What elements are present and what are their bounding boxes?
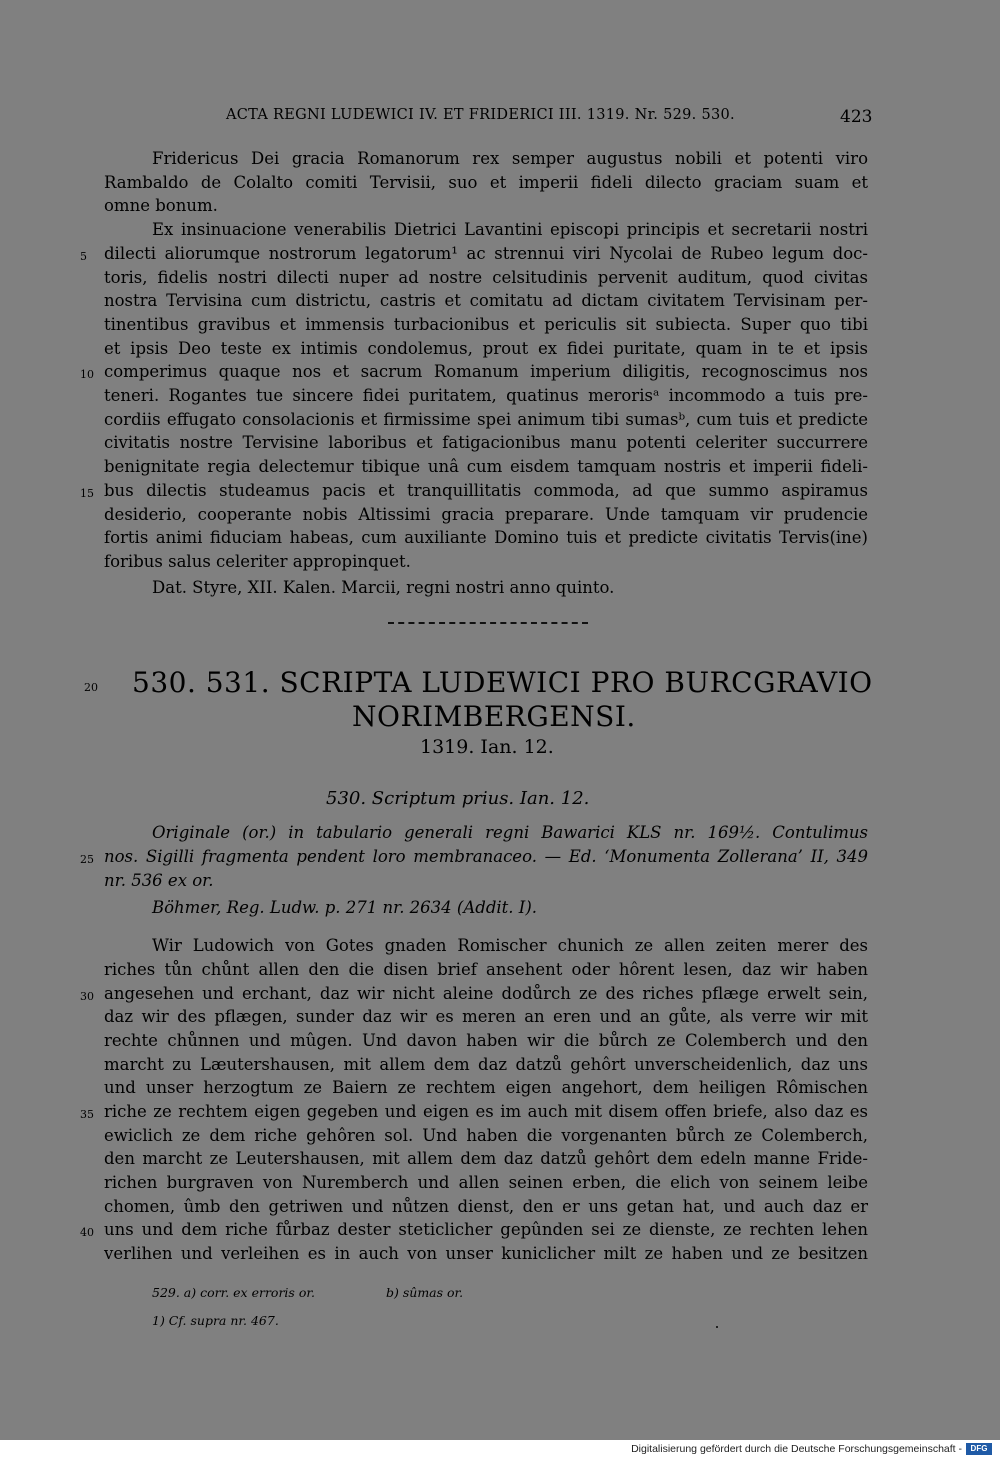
line-number: 40 (80, 1226, 94, 1239)
text-line: Fridericus Dei gracia Romanorum rex semper augustus nobili et potenti viro (152, 149, 868, 168)
funding-credit: Digitalisierung gefördert durch die Deutsche Forschungsgemeinschaft - (631, 1443, 962, 1455)
text-line: Ex insinuacione venerabilis Dietrici Lavantini episcopi principis et secretarii nostri (152, 220, 868, 239)
section-separator (388, 622, 588, 626)
running-head: ACTA REGNI LUDEWICI IV. ET FRIDERICI III. 1319. Nr. 529. 530. (226, 107, 735, 123)
text-line: foribus salus celeriter appropinquet. (104, 552, 411, 571)
text-line: uns und dem riche fůrbaz dester steticlicher gepûnden sei ze dienste, ze rechten lehen (104, 1220, 868, 1239)
line-number: 15 (80, 487, 94, 500)
section-title: 530. 531. SCRIPTA LUDEWICI PRO BURCGRAVIO (132, 666, 873, 699)
line-number: 35 (80, 1108, 94, 1121)
text-line: marcht zu Læutershausen, mit allem dem daz datzů gehôrt unverscheidenlich, daz uns (104, 1055, 868, 1074)
text-line: comperimus quaque nos et sacrum Romanum imperium diligitis, recognoscimus nos (104, 362, 868, 381)
source-line: nos. Sigilli fragmenta pendent loro membranaceo. — Ed. ‘Monumenta Zollerana’ II, 349 (104, 847, 868, 866)
text-line: fortis animi fiduciam habeas, cum auxiliante Domino tuis et predicte civitatis Tervis(ine) (104, 528, 868, 547)
section-date: 1319. Ian. 12. (420, 736, 554, 758)
text-line: riches tůn chůnt allen den die disen brief ansehent oder hôrent lesen, daz wir haben (104, 960, 868, 979)
line-number: 30 (80, 990, 94, 1003)
page-number: 423 (840, 107, 873, 127)
text-line: dilecti aliorumque nostrorum legatorum¹ ac strennui viri Nycolai de Rubeo legum doc- (104, 244, 868, 263)
text-line: rechte chůnnen und mûgen. Und davon haben wir die bůrch ze Colemberch und den (104, 1031, 868, 1050)
text-line: richen burgraven von Nuremberch und allen seinen erben, die elich von seinem leibe (104, 1173, 868, 1192)
text-line: ewiclich ze dem riche gehôren sol. Und haben die vorgenanten bůrch ze Colemberch, (104, 1126, 868, 1145)
source-line: nr. 536 ex or. (104, 871, 214, 890)
document-subheading: 530. Scriptum prius. Ian. 12. (326, 788, 590, 809)
line-number: 20 (84, 681, 98, 694)
text-line: den marcht ze Leutershausen, mit allem dem daz datzů gehôrt dem edeln manne Fride- (104, 1149, 868, 1168)
text-line: et ipsis Deo teste ex intimis condolemus, prout ex fidei puritate, quam in te et ipsis (104, 339, 868, 358)
footnote-1: 1) Cf. supra nr. 467. (152, 1313, 279, 1328)
text-line: daz wir des pflægen, sunder daz wir es meren an eren und an gůte, als verre wir mit (104, 1007, 868, 1026)
text-line: verlihen und verleihen es in auch von unser kuniclicher milt ze haben und ze besitzen (104, 1244, 868, 1263)
line-number: 10 (80, 368, 94, 381)
speck (716, 1326, 718, 1328)
regest-reference: Böhmer, Reg. Ludw. p. 271 nr. 2634 (Addit. I). (152, 898, 537, 917)
text-line: nostra Tervisina cum districtu, castris et comitatu ad dictam civitatem Tervisinam per- (104, 291, 868, 310)
text-line: omne bonum. (104, 196, 218, 215)
footer-bar (0, 1440, 1000, 1458)
line-number: 25 (80, 853, 94, 866)
dating-line: Dat. Styre, XII. Kalen. Marcii, regni nostri anno quinto. (152, 578, 615, 597)
text-line: desiderio, cooperante nobis Altissimi gracia preparare. Unde tamquam vir prudencie (104, 505, 868, 524)
text-line: teneri. Rogantes tue sincere fidei puritatem, quatinus merorisᵃ incommodo a tuis pre- (104, 386, 868, 405)
source-line: Originale (or.) in tabulario generali regni Bawarici KLS nr. 169½. Contulimus (152, 823, 868, 842)
line-number: 5 (80, 250, 87, 263)
text-line: cordiis effugato consolacionis et firmissime spei animum tibi sumasᵇ, cum tuis et predicte (104, 410, 868, 429)
text-line: bus dilectis studeamus pacis et tranquillitatis commoda, ad que summo aspiramus (104, 481, 868, 500)
text-line: civitatis nostre Tervisine laboribus et fatigacionibus manu potenti celeriter succurrere (104, 433, 868, 452)
text-line: tinentibus gravibus et immensis turbacionibus et periculis sit subiecta. Super quo tibi (104, 315, 868, 334)
footnote-a: 529. a) corr. ex erroris or. (152, 1285, 315, 1300)
text-line: benignitate regia delectemur tibique unâ cum eisdem tamquam nostris et imperii fideli- (104, 457, 868, 476)
text-line: Rambaldo de Colalto comiti Tervisii, suo et imperii fideli dilecto graciam suam et (104, 173, 868, 192)
dfg-logo: DFG (966, 1443, 992, 1455)
text-line: und unser herzogtum ze Baiern ze rechtem eigen angehort, dem heiligen Rômischen (104, 1078, 868, 1097)
text-line: angesehen und erchant, daz wir nicht aleine dodůrch ze des riches pflæge erwelt sein, (104, 984, 868, 1003)
footnote-b: b) sûmas or. (386, 1285, 464, 1300)
section-title-continued: NORIMBERGENSI. (352, 700, 636, 733)
text-line: toris, fidelis nostri dilecti nuper ad nostre celsitudinis pervenit auditum, quod civitas (104, 268, 868, 287)
text-line: chomen, ûmb den getriwen und nůtzen dienst, den er uns getan hat, und auch daz er (104, 1197, 868, 1216)
text-line: riche ze rechtem eigen gegeben und eigen es im auch mit disem offen briefe, also daz es (104, 1102, 868, 1121)
text-line: Wir Ludowich von Gotes gnaden Romischer chunich ze allen zeiten merer des (152, 936, 868, 955)
